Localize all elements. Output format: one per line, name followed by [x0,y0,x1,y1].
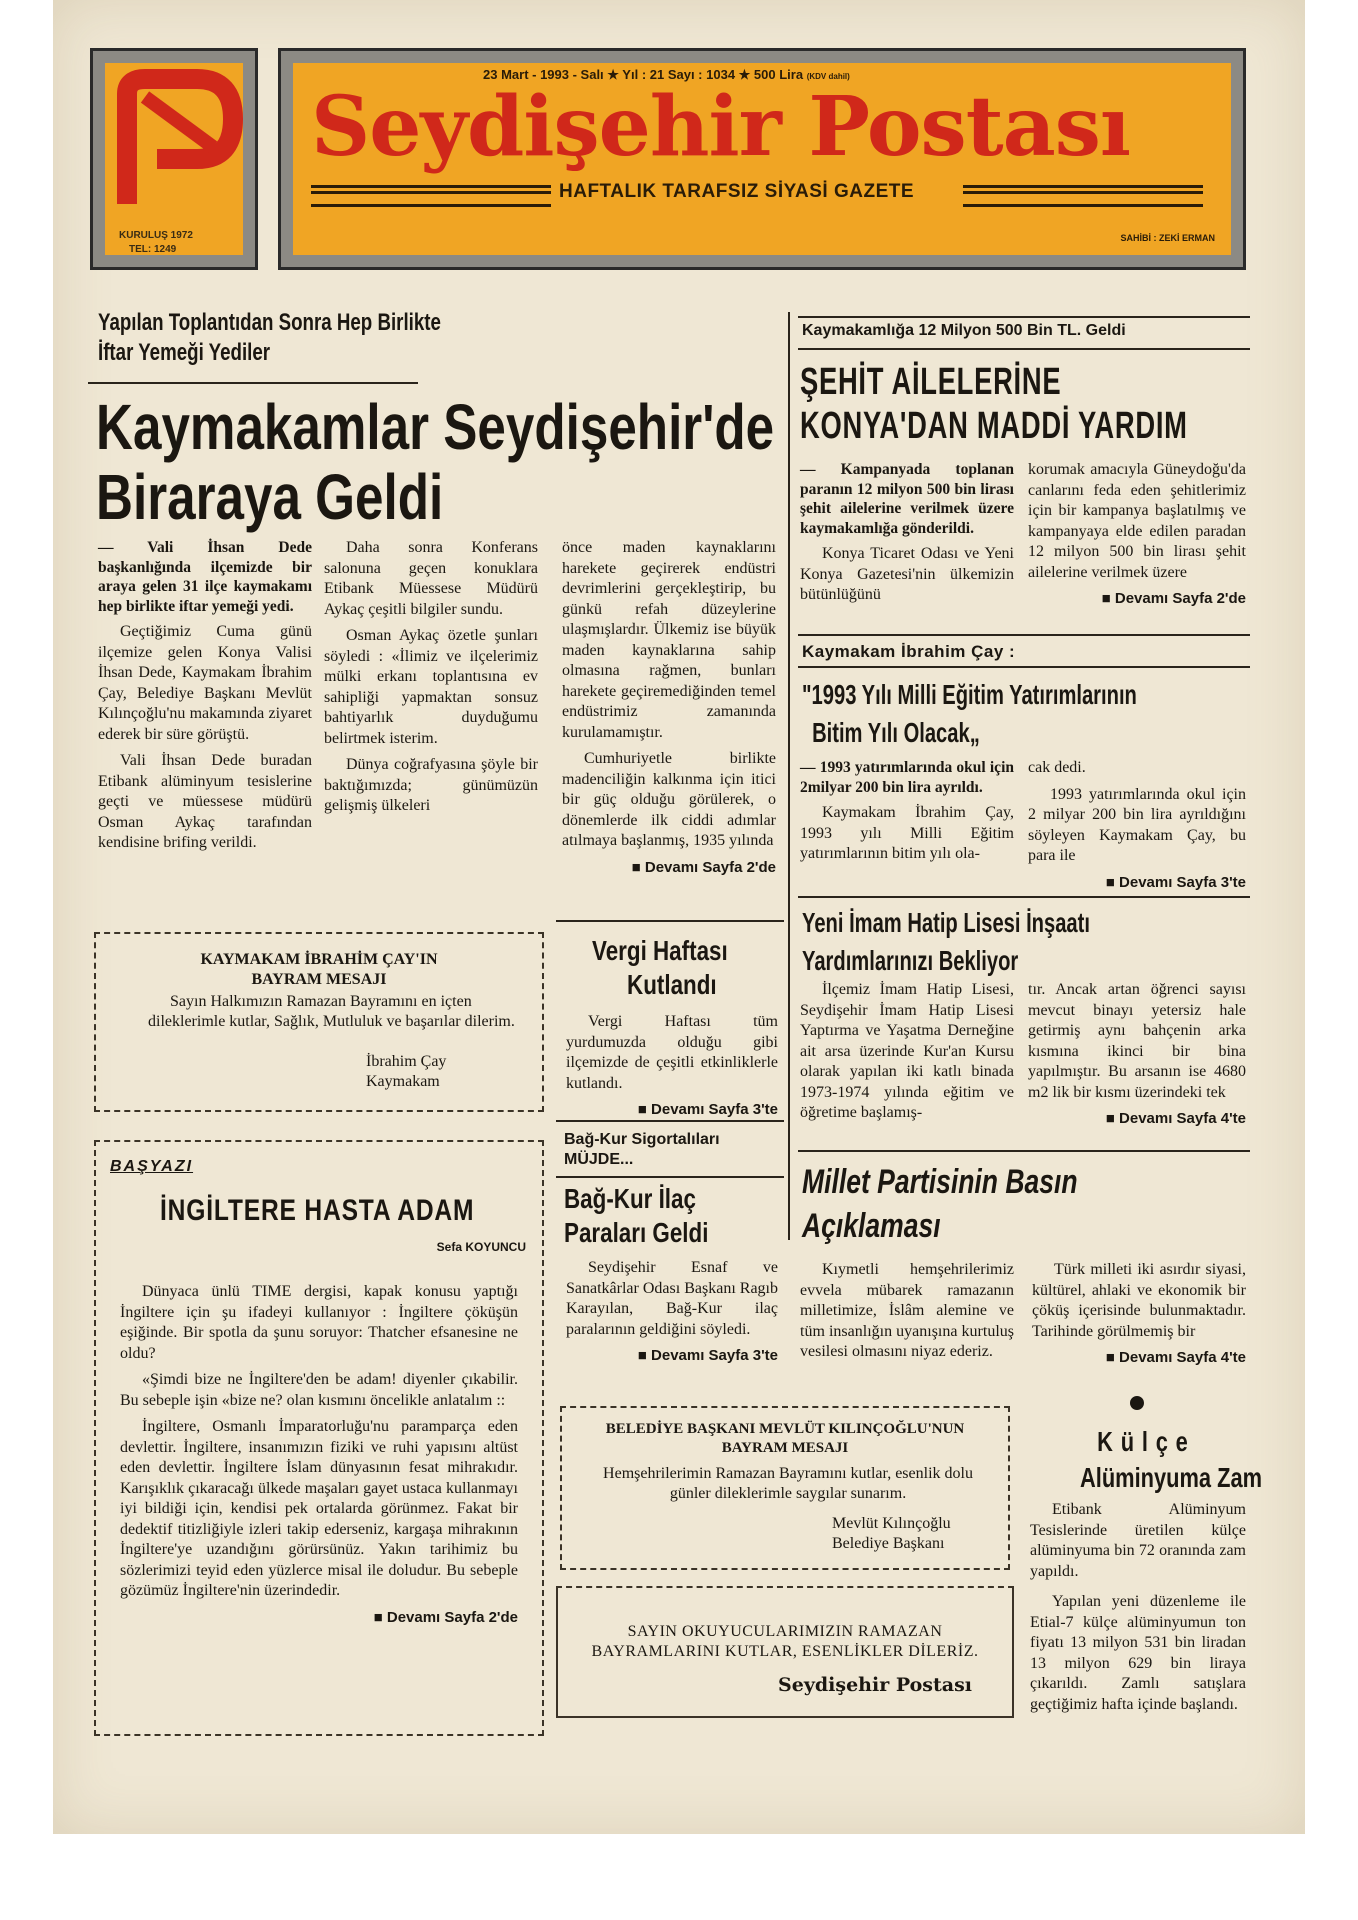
imam-hatip-headline-2: Yardımlarınızı Bekliyor [802,945,1019,976]
martyrs-continued: ■ Devamı Sayfa 2'de [1028,589,1246,610]
main-lead: — Vali İhsan Dede başkanlığında ilçemizde bir araya gelen 31 ilçe kaymakamı hep birlikte iftar yemeği yedi. [98,539,312,615]
martyrs-lead: — Kampanyada toplanan paranın 12 milyon 500 bin lirası şehit ailelerine verilmek üzere kaymakamlığa gönderildi. [800,461,1014,537]
editorial-label: BAŞYAZI [110,1158,194,1175]
martyrs-headline-2: KONYA'DAN MADDİ YARDIM [800,405,1188,447]
education-headline-2: Bitim Yılı Olacak„ [812,717,980,748]
tax-week-headline-1: Vergi Haftası [592,935,728,966]
martyrs-headline-1: ŞEHİT AİLELERİNE [800,361,1062,403]
editorial-author: Sefa KOYUNCU [436,1240,526,1254]
millet-headline-1: Millet Partisinin Basın [802,1163,1078,1201]
main-col1-p2: Vali İhsan Dede buradan Etibank alüminyum tesislerine geçti ve müessese müdürü Osman Aykaç tarafından kendisine brifing verildi. [98,752,312,851]
main-headline-2: Biraraya Geldi [96,461,444,533]
dateline: 23 Mart - 1993 - Salı ★ Yıl : 21 Sayı : 1034 ★ 500 Lira [483,67,804,82]
bagkur-kicker-2: MÜJDE... [564,1151,634,1168]
logo-mark-icon [105,69,249,219]
main-col2-p2: Osman Aykaç özetle şunları söyledi : «İlimiz ve ilçelerimiz mülki erkanı toplantısına ev sahipliği yapmaktan sonsuz bahtiyarlık duyduğumu belirtmek isterim. [324,627,538,747]
masthead-title: Seydişehir Postası [311,79,1131,175]
martyrs-body-2: korumak amacıyla Güneydoğu'da canlarını feda eden şehitlerimiz için bir kampanya başlatılmış ve kampanyaya elde edilen paradan 12 milyon 500 bin lirası şehit ailelerine verilmek üzere [1028,461,1246,581]
bagkur-continued: ■ Devamı Sayfa 3'te [566,1346,778,1367]
martyrs-kicker: Kaymakamlığa 12 Milyon 500 Bin TL. Geldi [802,322,1126,339]
main-headline-1: Kaymakamlar Seydişehir'de [96,391,775,463]
editorial-p2: «Şimdi bize ne İngiltere'den be adam! diyenler çıkabilir. Bu sebeple işin «bize ne? olan kısmını öncelikle anlatalım :: [120,1371,518,1409]
mayor-message-title-1: BELEDİYE BAŞKANI MEVLÜT KILINÇOĞLU'NUN [605,1421,965,1437]
martyrs-body-1: Konya Ticaret Odası ve Yeni Konya Gazetesi'nin ülkemizin bütünlüğünü [800,545,1014,603]
mayor-signer-title: Belediye Başkanı [832,1535,945,1552]
main-continued: ■ Devamı Sayfa 2'de [562,858,776,879]
tax-week-headline-2: Kutlandı [627,969,717,1000]
tax-week-body: Vergi Haftası tüm yurdumuzda olduğu gibi ilçemizde de çeşitli etkinliklerle kutlandı. [566,1013,778,1092]
bagkur-headline-1: Bağ-Kur İlaç [564,1183,696,1214]
dateline-note: (KDV dahil) [806,72,850,81]
education-body-2: cak dedi. [1028,759,1086,776]
kaymakam-signer-title: Kaymakam [366,1073,440,1090]
owner-label: SAHİBİ : ZEKİ ERMAN [1120,233,1215,243]
main-col2-p1: Daha sonra Konferans salonuna geçen konuklara Etibank Müessese Müdürü Aykaç çeşitli bilgiler sundu. [324,539,538,618]
mayor-message-title-2: BAYRAM MESAJI [721,1440,849,1456]
education-kicker: Kaymakam İbrahim Çay : [802,642,1016,661]
kaymakam-message-body: Sayın Halkımızın Ramazan Bayramını en içten dileklerimle kutlar, Sağlık, Mutluluk ve başarılar dilerim. [148,993,515,1030]
readers-notice-body: SAYIN OKUYUCULARIMIZIN RAMAZAN BAYRAMLARINI KUTLAR, ESENLİKLER DİLERİZ. [591,1623,979,1660]
main-col1-p1: Geçtiğimiz Cuma günü ilçemize gelen Konya Valisi İhsan Dede, Kaymakam İbrahim Çay, Belediye Başkanı Mevlüt Kılınçoğlu'nu makamında ziyaret ederek bir süre görüştü. [98,623,312,743]
education-body-1: Kaymakam İbrahim Çay, 1993 yılı Milli Eğitim yatırımlarının bitim yılı ola- [800,804,1014,862]
millet-headline-2: Açıklaması [802,1207,941,1245]
masthead-title-panel [278,48,1246,270]
masthead-logo-panel [90,48,258,270]
main-col3-p1: önce maden kaynaklarını harekete geçirerek endüstri devrimlerini gerçekleştirip, bu günkü refah düzeylerine ulaşmışlardır. Ülkemiz ise büyük maden kaynaklarına sahip olmasına rağmen, bunları harekete geçiremediğinden temel endüstrimiz zamanında kurulamamıştır. [562,539,776,741]
readers-notice-signature: Seydişehir Postası [778,1674,972,1696]
editorial-box [94,1140,544,1736]
imam-hatip-body-1: İlçemiz İmam Hatip Lisesi, Seydişehir İmam Hatip Lisesi Yaptırma ve Yaşatma Derneğine ait arsa üzerinde Kur'an Kursu olarak yapılan iki katlı binada 1973-1974 yılında eğitim ve öğretime başlamış- [800,981,1014,1121]
mayor-message-body: Hemşehrilerimin Ramazan Bayramını kutlar, esenlik dolu günler dileklerimle saygılar sunarım. [603,1465,973,1502]
masthead-subtitle: HAFTALIK TARAFSIZ SİYASİ GAZETE [559,181,915,202]
kaymakam-message-box [94,932,544,1112]
ingot-headline-2: Alüminyuma Zam [1080,1462,1263,1493]
ingot-p1: Etibank Alüminyum Tesislerinde üretilen külçe alüminyuma bin 72 oranında zam yapıldı. [1030,1501,1246,1580]
education-body-3: 1993 yatırımlarında okul için 2 milyar 200 bin lira ayrıldığını söyleyen Kaymakam Çay, bu para ile [1028,785,1246,864]
education-continued: ■ Devamı Sayfa 3'te [1028,873,1246,894]
main-kicker-1: Yapılan Toplantıdan Sonra Hep Birlikte [98,309,441,336]
bagkur-headline-2: Paraları Geldi [564,1217,709,1248]
ingot-headline-1: Külçe [1097,1426,1196,1457]
founded-label: KURULUŞ 1972 [119,230,193,241]
main-kicker-2: İftar Yemeği Yediler [98,339,271,366]
education-headline-1: "1993 Yılı Milli Eğitim Yatırımlarının [802,679,1137,710]
millet-continued: ■ Devamı Sayfa 4'te [1032,1348,1246,1369]
education-lead: — 1993 yatırımlarında okul için 2milyar 200 bin lira ayrıldı. [800,759,1014,796]
main-col2-p3: Dünya coğrafyasına şöyle bir baktığımızda; günümüzün gelişmiş ülkeleri [324,756,538,814]
imam-hatip-headline-1: Yeni İmam Hatip Lisesi İnşaatı [802,907,1090,938]
bagkur-kicker-1: Bağ-Kur Sigortalıları [564,1131,720,1148]
millet-body-1: Kıymetli hemşehrilerimiz evvela mübarek ramazanın milletimize, İslâm alemine ve tüm insanlığın uyanışına kurtuluş vesilesi olmasını niyaz ederiz. [800,1261,1014,1360]
ingot-p2: Yapılan yeni düzenleme ile Etial-7 külçe alüminyumun ton fiyatı 13 milyon 531 bin liradan 13 milyon 629 bin liraya çıkarıldı. Zamlı satışlara geçtiğimiz hafta içinde başlandı. [1030,1593,1246,1713]
kaymakam-message-title-1: KAYMAKAM İBRAHİM ÇAY'IN [200,951,438,968]
phone-label: TEL: 1249 [129,244,177,255]
imam-hatip-body-2: tır. Ancak artan öğrenci sayısı mevcut binayı yetersiz hale getirmiş aynı bahçenin arka kısmına ikinci bir bina yapılmıştır. Bu arsanın ise 4680 m2 lik bir kısmı üzerindeki tek [1028,981,1246,1101]
bullet-icon [1130,1396,1144,1410]
mayor-message-box [560,1406,1010,1570]
kaymakam-signer-name: İbrahim Çay [366,1053,447,1070]
main-col3-p2: Cumhuriyetle birlikte madenciliğin kalkınma için itici bir güç olduğu görülerek, o dönemlerde ilk ciddi adımlar atılmaya başlanmış, 1935 yılında [562,750,776,849]
editorial-p1: Dünyaca ünlü TIME dergisi, kapak konusu yaptığı İngiltere için şu ifadeyi kullanıyor : İngiltere çöküşün eşiğinde. Bir spotla da şunu soruyor: Thatcher efsanesine ne oldu? [120,1283,518,1362]
imam-hatip-continued: ■ Devamı Sayfa 4'te [1028,1109,1246,1130]
editorial-continued: ■ Devamı Sayfa 2'de [120,1608,518,1629]
mayor-signer-name: Mevlüt Kılınçoğlu [832,1515,951,1532]
editorial-headline: İNGİLTERE HASTA ADAM [160,1194,475,1227]
millet-body-2: Türk milleti iki asırdır siyasi, kültürel, ahlaki ve ekonomik bir çöküş içerisinde bulunmaktadır. Tarihinde görülmemiş bir [1032,1261,1246,1340]
bagkur-body: Seydişehir Esnaf ve Sanatkârlar Odası Başkanı Ragıb Karayılan, Bağ-Kur ilaç paralarının geldiğini söyledi. [566,1259,778,1338]
tax-week-continued: ■ Devamı Sayfa 3'te [566,1100,778,1121]
readers-notice-box [556,1586,1014,1718]
editorial-p3: İngiltere, Osmanlı İmparatorluğu'nu paramparça eden devlettir. İngiltere, insanımızın fiziki ve ruhi yapısını altüst eden devlettir. İngiltere İslam dünyasının fesat mihrakıdır. Karışıklık çıkaracağı ülkede maşaları gayet ustaca kullanmayı iyi bildiği için, kendisi pek ortalarda görünmez. Fakat bir dedektif titizliğiyle izleri takip ederseniz, kargaşa mihrakının İngiltere'ye uzandığını görürsünüz. Yakın tarihimiz bu sözlerimizi teyid eden yüzlerce misal ile doludur. Bu sebeple gözümüz İngiltere'nin üzerindedir. [120,1418,518,1599]
kaymakam-message-title-2: BAYRAM MESAJI [251,971,387,988]
